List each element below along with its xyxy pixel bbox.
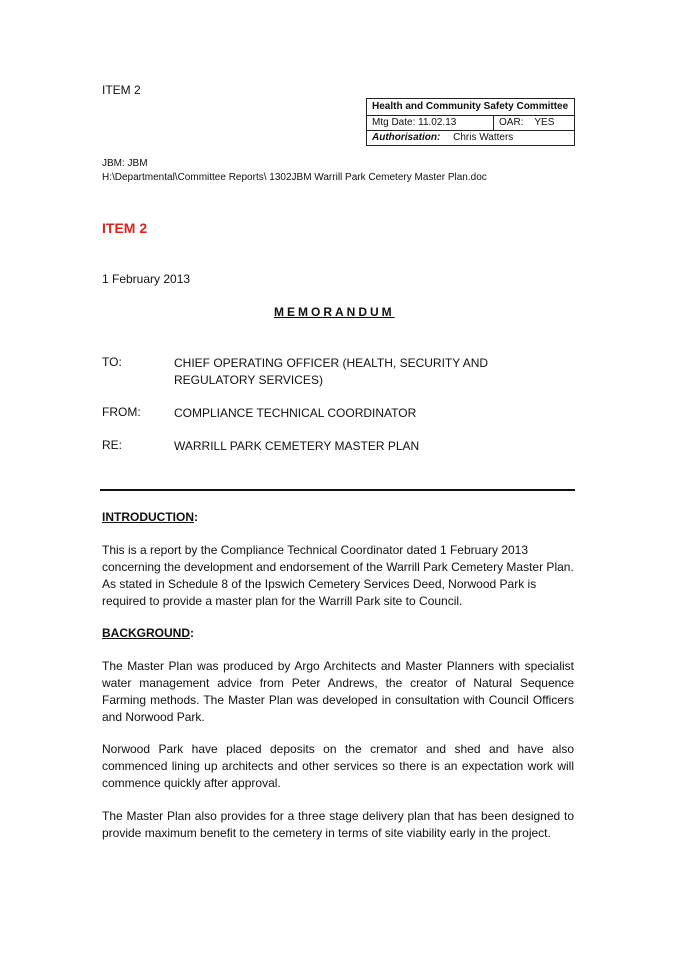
introduction-paragraph: This is a report by the Compliance Technical Coordinator dated 1 February 2013 concerning the development and endorsement of the Warrill Park Cemetery Master Plan. As stated in Schedule 8 of the Ipswich Cemetery Services Deed, Norwood Park is required to provide a master plan for the Warrill Park site to Council. (102, 543, 574, 608)
meeting-row (367, 115, 574, 130)
introduction-title: INTRODUCTION (102, 510, 194, 524)
meeting-date: 11.02.13 (418, 117, 457, 128)
background-paragraph-2: Norwood Park have placed deposits on the cremator and shed and have also commenced lining up architects and other services so there is an expectation work will commence quickly after approval. (102, 742, 574, 790)
background-paragraph-1: The Master Plan was produced by Argo Architects and Master Planners with specialist water management advice from Peter Andrews, the creator of Natural Sequence Farming methods. The Master Plan was developed in consultation with Council Officers and Norwood Park. (102, 659, 574, 724)
meeting-date-label: Mtg Date: (372, 117, 416, 128)
divider-rule (100, 489, 575, 491)
file-path: H:\Departmental\Committee Reports\ 1302JBM Warrill Park Cemetery Master Plan.doc (102, 172, 487, 183)
to-value: CHIEF OPERATING OFFICER (HEALTH, SECURITY AND REGULATORY SERVICES) (174, 356, 489, 387)
meeting-date-cell (367, 116, 494, 130)
committee-name-row (367, 99, 574, 115)
oar-value: YES (534, 117, 555, 128)
from-label: FROM: (102, 405, 141, 419)
re-label: RE: (102, 438, 123, 452)
committee-name: Health and Community Safety Committee (372, 101, 569, 112)
memo-title: MEMORANDUM (274, 305, 395, 319)
authorisation-label: Authorisation: (372, 132, 441, 143)
background-heading: BACKGROUND: (102, 626, 194, 640)
to-label: TO: (102, 355, 122, 369)
memo-date: 1 February 2013 (102, 272, 191, 286)
authorisation-row (367, 130, 574, 145)
authorisation-value: Chris Watters (453, 132, 514, 143)
from-value: COMPLIANCE TECHNICAL COORDINATOR (174, 406, 417, 420)
oar-label: OAR: (499, 117, 524, 128)
item-heading: ITEM 2 (102, 220, 148, 236)
item-number-top: ITEM 2 (102, 83, 141, 97)
introduction-heading: INTRODUCTION: (102, 510, 198, 524)
background-paragraph-3: The Master Plan also provides for a three stage delivery plan that has been designed to provide maximum benefit to the cemetery in terms of site viability early in the project. (102, 809, 574, 840)
authorisation-cell (367, 131, 518, 145)
oar-cell (494, 116, 574, 130)
re-value: WARRILL PARK CEMETERY MASTER PLAN (174, 439, 420, 453)
file-reference (102, 157, 487, 185)
committee-info-box (366, 98, 575, 146)
author-initials: JBM: JBM (102, 158, 148, 169)
background-title: BACKGROUND (102, 626, 190, 640)
